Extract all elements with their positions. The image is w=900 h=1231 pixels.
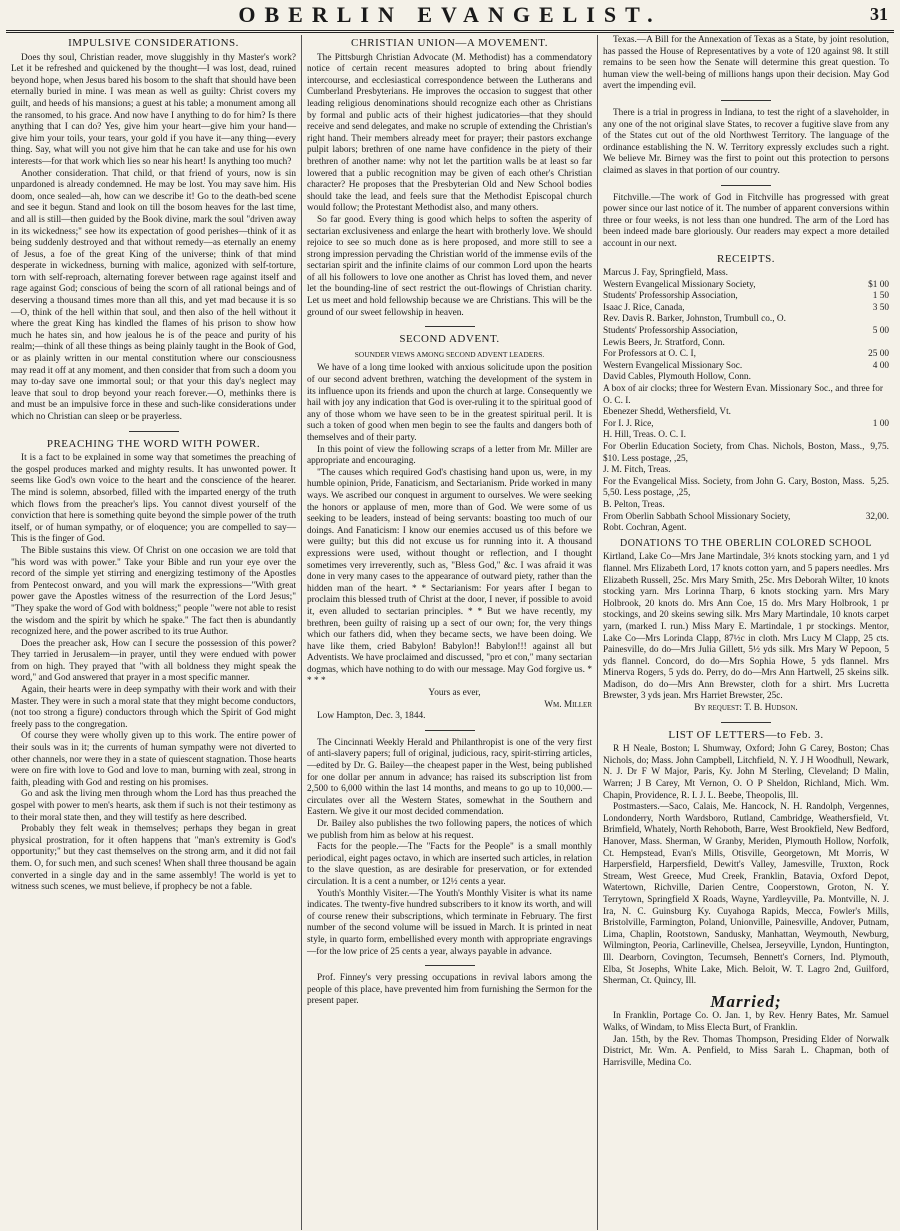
texas-notice: Texas.—A Bill for the Annexation of Texas as a State, by joint resolution, has passed the House of Representatives by a vote of 120 against 98. It still remains to be seen how the Senate will determine this great question. To human view the well-being of millions hangs upon their decision. May God avert the impending evil.: [603, 35, 889, 92]
divider: [721, 185, 771, 186]
receipt-text: For Oberlin Education Society, from Chas. Nichols, Boston, Mass., $10. Less postage, ,25,: [603, 442, 865, 464]
advent-signature: Wm. Miller: [544, 699, 592, 710]
preaching-paragraph-1: It is a fact to be explained in some way that sometimes the preaching of the gospel produces marked and mighty results. It has unwonted power. It seems like God's own voice to the heart and the conscience of the hearer. The mind is solemn, absorbed, filled with the imparted energy of the truth which flows from the preacher's lips. You cannot divest yourself of the conviction that here is something quite beyond the simple power of the truth itself, or of human sympathy, or of eloquence; you are compelled to say—This is the finger of God.: [11, 453, 296, 545]
receipt-line: [603, 384, 889, 407]
receipt-line: [603, 465, 889, 477]
masthead: [6, 0, 894, 33]
married-paragraph-1: In Franklin, Portage Co. O. Jan. 1, by Rev. Henry Bates, Mr. Samuel Walks, of Windam, to Miss Electa Burt, of Franklin.: [603, 1011, 889, 1033]
letters-postmasters: Postmasters.—Saco, Calais, Me. Hancock, N. H. Randolph, Vergennes, Londonderry, North Wardsboro, Rutland, Cambridge, Weathersfield, Vt. Brimfield, Whately, North Rehoboth, Barre, West Brookfield, New Bedford, Hanover, Mass. Sherman, W Granby, Meriden, Plymouth Hollow, Norfolk, Ct. Hempstead, Evan's Mills, Otisville, Georgetown, Mt Morris, W Harpersfield, Harpersfield, Dewitt's Valley, Jamesville, Truxton, Rock Stream, West Greece, Mud Creek, Franklin, Batavia, Oxford Depot, Watertown, Richville, Darien Centre, Cooperstown, Groton, N. Y. Terrytown, Springfield X Roads, Wayne, Yardleyville, Pa. Montville, N. J. Ira, N. C. Guinsburg Ky. Cuyahoga Rapids, Mecca, Fowler's Mills, Bristolville, Farmington, Poland, Unionville, Painesville, Andover, Putnam, Lima, Chaplin, Rootstown, Sandusky, Manhattan, Weymouth, Newburg, Wilmington, Peoria, Carlineville, Chelsea, Jerseyville, Lyndon, Huntington, Ill. Dearborn, Covington, Tecumseh, Bennett's Corners, Ind. Plymouth, Elba, St Josephs, White Lake, Mich. Beloit, W. T. Lagro 2nd, Guilford, Sherman, Ct. Quincy, Ill.: [603, 802, 889, 987]
receipt-line: [603, 372, 889, 384]
donations-body: Kirtland, Lake Co—Mrs Jane Martindale, 3½ knots stocking yarn, and 1 yd flannel. Mrs Elizabeth Lord, 17 knots cotton yarn, and 5 papers needles. Mrs Elizabeth Russell, 25c. Mrs Mary Smith, 25c. Mrs Deborah Wilter, 10 knots stocking yarn. Mrs Lorinna Tharp, 6 knots stocking yarn. Mrs Mary Holbrook, 20 knots do. Mrs Ann Coe, 15 do. Mrs Mary Holbrook, 1 pr stockings, and 20 skeins sewing silk. Mrs Mary Martindale, 10 knots carpet yarn, (marked I. run.) Miss Mary E. Martindale, 1 pr stockings. Mentor, Lake Co—Mrs Lorinda Clapp, 87½c in cloth. Mrs Lucy M Clapp, 25 cts. Painesville, do do—Mrs Julia Gillett, 5½ yds silk. Mrs Mary W Pepoon, 5 yds flannel. Concord, do do—Mrs Sophia Howe, 5 yds flannel. Mrs Minerva Rogers, 5 yds do. Perry, do do—Mrs Ann Hartwell, 25 skeins silk. Madison, do do—Mrs Ann Brewster, cloth for a shirt. Mrs Lucretta Brewster, 3 yds jean. Mrs Harriet Brewster, 25c.: [603, 552, 889, 702]
columns: [6, 35, 894, 1230]
receipt-amount: [883, 314, 889, 326]
column-left: [6, 35, 302, 1230]
receipt-text: Marcus J. Fay, Springfield, Mass.: [603, 268, 728, 279]
receipt-line: [603, 361, 889, 373]
advent-heading: SECOND ADVENT.: [399, 333, 500, 346]
receipt-line: [603, 523, 889, 535]
impulsive-paragraph-2: Another consideration. That child, or that friend of yours, now is sin unpardoned is already condemned. He may be lost. You may save him. His doom, once sealed—ah, how can we describe it! Go to the death-bed scene and see it begun. Stand and look on till the bosom heaves for the last time, and all is still—then guided by the Book divine, mark the soul "driven away in its wickedness;" see how its expectation of good perishes—think of it as being suddenly destroyed and that without remedy—as eternally an enemy of Jesus, a foe of the great King of the universe; think of that mind desperate in wickedness, burning with malice, agonized with self-torture, torn with self-reproach, alternating forever between rage against itself and rage against God; conscious of being the scorn of all rational beings and of deserving a thousand times more than all this, and yet mad because it is so—O, think of the hell within that soul, and then also of the hell without it where the great King has kindled the flames of his prison to show how much he hates sin, and how jealous he is of the peace and purity of his realm;—think of all these things as being plainly taught in the Book of God, or as plainly written in our mental constitution where our consciousness may read it off at any moment, and then consider that from such a doom you may to-day save one immortal soul; or that your this day's neglect may leave that soul to drop beyond your reach forever.—O, methinks there is and must be an impulsive force in these and such-like considerations under which no Christian can sleep or be prayerless.: [11, 168, 296, 422]
divider: [129, 431, 179, 432]
impulsive-paragraph-1: Does thy soul, Christian reader, move sluggishly in thy Master's work? Let it be refreshed and quickened by the thought—I was lost, dead, ruined beyond hope, when Jesus bared his bosom to the shaft that should have been eternally buried in mine. I was mean as well as guilty: Christ covers my guilt, and heeds of his mansions; a guest at his table; a monument among all the ransomed, to his grace. And now have I anything to do for him? Is there anything that I can do? Yes, give him your heart—give him your hand—give him your toils, your tears, your gold if you have it—any thing—every thing. Say, what will you not give him that he can take and use for his own interests—for that work which lies so near his heart! Is anything too much?: [11, 52, 296, 167]
advent-subheading: SOUNDER VIEWS AMONG SECOND ADVENT LEADERS.: [354, 349, 545, 359]
receipt-amount: 25 00: [868, 349, 889, 360]
column-middle: [302, 35, 598, 1230]
receipt-text: H. Hill, Treas. O. C. I.: [603, 430, 686, 441]
union-heading: CHRISTIAN UNION—A MOVEMENT.: [351, 37, 548, 49]
divider: [425, 326, 475, 327]
receipt-line: [603, 407, 889, 419]
divider: [425, 965, 475, 966]
impulsive-heading: IMPULSIVE CONSIDERATIONS.: [68, 37, 239, 49]
receipt-amount: [883, 465, 889, 477]
receipt-text: Students' Professorship Association,: [603, 291, 738, 302]
receipt-line: [603, 338, 889, 350]
preaching-paragraph-5: Of course they were wholly given up to this work. The entire power of their souls was in it; the currents of human sympathy were not diverted to other channels, nor were they in a state of quiescent stagnation. Those hearts were on fire with love to God and love to man, burning with zeal, strong in faith, pleading with God and resting on his promises.: [11, 731, 296, 788]
receipt-text: A box of air clocks; three for Western Evan. Missionary Soc., and three for O. C. I.: [603, 384, 883, 406]
receipt-text: J. M. Fitch, Treas.: [603, 465, 671, 476]
divider: [721, 722, 771, 723]
receipt-line: [603, 477, 889, 500]
preaching-paragraph-7: Probably they felt weak in themselves; perhaps they began in great physical prostration, for it often happens that "man's extremity is God's opportunity;" but they cast themselves on the strong arm, and it did not fail them. O, for such men, and such scenes! When shall three thousand be again converted in a single day and in the same assembly! The world is yet to witness such scenes, we must believe, if prophecy be not a fable.: [11, 824, 296, 893]
trial-notice: There is a trial in progress in Indiana, to test the right of a slaveholder, in any one of the not original slave States, to recover a fugitive slave from any of the States cut out of the old Northwest Territory. The language of the ordinance establishing the N. W. Territory expressly excludes such a right. We believe Mr. Birney was the first to point out this protection to persons claimed as slaves in that portion of our country.: [603, 107, 889, 176]
receipts-list: [603, 268, 889, 535]
receipt-amount: 9,75.: [870, 442, 889, 452]
preaching-paragraph-4: Again, their hearts were in deep sympathy with their work and with their Master. They were in such a moral state that they might become conductors, (not too strong a figure) conductors through which the Spirit of God might freely pass to the congregation.: [11, 685, 296, 730]
receipt-amount: [883, 523, 889, 535]
receipt-text: B. Pelton, Treas.: [603, 499, 665, 510]
letters-heading: LIST OF LETTERS—to Feb. 3.: [668, 728, 824, 741]
masthead-title: OBERLIN EVANGELIST.: [238, 2, 662, 27]
receipt-line: [603, 512, 889, 524]
receipt-line: [603, 349, 889, 361]
herald-paragraph-2: Dr. Bailey also publishes the two following papers, the notices of which we publish from him as below at his request.: [307, 819, 592, 841]
letters-body: R H Neale, Boston; L Shumway, Oxford; John G Carey, Boston; Chas Nichols, do; Mass. John Campbell, Litchfield, N. Y. J H Woodhull, Newark, N. J. Dr F W Major, Paris, Ky. John M Sterling, Cleveland; D Malin, Warren; J B Carey, Mt Vernon, O. O P Sheldon, Richland, Mich. Wm. Chapin, Providence, R. I. J. L. Beebe, Theopolis, Ill.: [603, 744, 889, 801]
divider: [425, 730, 475, 731]
receipt-amount: [883, 372, 889, 384]
advent-quote: "The causes which required God's chastising hand upon us, were, in my humble opinion, Pride, Fanaticism, and Sectarianism. Pride worked in many ways. We ascribed our conquest in argument to ourselves. We were seeking the honors or applause of men, more than of God. We were some of us seeking to be leaders, instead of being servants: boasting too much of our doings. And Fanaticism: I know our enemies accused us of this before we were guilty; but this did not excuse us for running into it. A thousand expressions were used, without thought or reflection, and I thought sometimes very irreverently, such as, "Bless God," &c. I was afraid it was done in very many cases to the appearance of outward piety, rather than the hidden man of the heart. * * Sectarianism: For years after I began to proclaim this blessed truth of Christ at the door, I never, if possible to avoid it, even alluded to sectarian principles. * * But we have recently, my brethren, been guilty of raising up a sect of our own; for, the very things which our fathers did, when they became sects, we have been doing. We have like them, cried Babylon! Babylon!! Babylon!!! against all but Adventists. We have proclaimed and discussed, "pro et con," many sectarian dogmas, which have nothing to do with our message. May God forgive us. * * * *: [307, 467, 592, 687]
married-paragraph-2: Jan. 15th, by the Rev. Thomas Thompson, Presiding Elder of Norwalk District, Mr. Wm. A. Penfield, to Miss Sarah L. Chapman, both of Harrisville, Medina Co.: [603, 1034, 889, 1068]
receipt-amount: 5,25.: [870, 476, 889, 487]
married-heading: Married;: [710, 991, 782, 1011]
receipt-line: [603, 280, 889, 292]
receipt-amount: $1 00: [868, 279, 889, 290]
receipt-amount: 4 00: [872, 360, 889, 371]
receipt-amount: [883, 268, 889, 280]
advent-paragraph-2: In this point of view the following scraps of a letter from Mr. Miller are appropriate and encouraging.: [307, 444, 592, 467]
preaching-paragraph-6: Go and ask the living men through whom the Lord has thus preached the gospel with power to men's hearts, ask them if such is not their testimony as to their moral state then, and they will testify as here described.: [11, 789, 296, 823]
receipt-line: [603, 500, 889, 512]
receipt-amount: [883, 338, 889, 350]
receipt-amount: 3 50: [872, 302, 889, 313]
advent-closing: Yours as ever,: [428, 688, 481, 699]
receipt-text: For I. J. Rice,: [603, 418, 654, 429]
receipt-amount: [883, 384, 889, 407]
herald-paragraph-4: Youth's Monthly Visiter.—The Youth's Monthly Visiter is what its name indicates. The twenty-five hundred subscribers to it know its worth, and will of course renew their subscriptions, which terminate in February. The first number of the second volume will be issued in March. It is printed in neat style, in quarto form, embellished every month with appropriate engravings—for the low price of 25 cents a year, always payable in advance.: [307, 888, 592, 957]
donations-signature: By request: T. B. Hudson.: [694, 703, 798, 714]
receipt-line: [603, 314, 889, 326]
advent-paragraph-1: We have of a long time looked with anxious solicitude upon the position of our second advent brethren, watching the development of the system in its influence upon its friends and upon the church at large. Consequently we hail with joy any indication that God is over-ruling it to the spiritual good of any of those whom we have seen to be in the greatest spiritual peril. It is such a token of good when men begin to see the faults and dangers both of themselves and of their party.: [307, 363, 592, 443]
receipt-text: From Oberlin Sabbath School Missionary Society,: [603, 511, 791, 522]
receipt-line: [603, 268, 889, 280]
union-paragraph-2: So far good. Every thing is good which helps to soften the asperity of sectarian exclusiveness and enlarge the heart with brotherly love. We should rejoice to see so much done as is here proposed, and more still to see a strong impression pervading the Christian world of the immense evils of the sectarian spirit and the infinite claims of our common Lord upon the hearts of all his followers to love one another as Christ has loved them, and never let the bounding-line of sect restrict the out-flowings of Christian charity. Let us meet and hold fellowship because we are Christians. This will be the ground of our sweet fellowship in heaven.: [307, 214, 592, 318]
receipt-text: Robt. Cochran, Agent.: [603, 523, 687, 534]
column-right: [598, 35, 894, 1230]
receipt-text: David Cables, Plymouth Hollow, Conn.: [603, 372, 751, 383]
receipt-text: Rev. Davis R. Barker, Johnston, Trumbull co., O.: [603, 314, 786, 325]
preaching-paragraph-2: The Bible sustains this view. Of Christ on one occasion we are told that "his word was with power." Take your Bible and run your eye over the record of the simple yet stirring and energizing testimony of the Apostles from Pentecost onward, and you will mark the expressions—"With great power gave the Apostles witness of the resurrection of the Lord Jesus;" "They spake the word of God with boldness;" people "were not able to resist the wisdom and the spirit by which he spake." The fact then is abundantly recognized here, and the power ascribed to its true Author.: [11, 545, 296, 638]
receipt-line: [603, 291, 889, 303]
receipt-amount: [883, 407, 889, 419]
receipt-line: [603, 419, 889, 431]
herald-paragraph-1: The Cincinnati Weekly Herald and Philanthropist is one of the very first of anti-slavery papers; full of original, judicious, racy, spirit-stirring articles,—edited by Dr. G. Bailey—the cheapest paper in the West, being published for one dollar per annum in advance; has raised its subscription list from 2,500 to 6,000 within the last 14 months, and means to go up to 10,000.—circulates over all the Western States, somewhat in the Southern and Eastern. We give it our most decided commendation.: [307, 737, 592, 818]
receipt-text: Isaac J. Rice, Canada,: [603, 302, 685, 313]
preaching-heading: PREACHING THE WORD WITH POWER.: [46, 437, 261, 450]
receipt-text: Western Evangelical Missionary Society,: [603, 279, 756, 290]
finney-notice: Prof. Finney's very pressing occupations in revival labors among the people of this place, have prevented him from furnishing the Sermon for the present paper.: [307, 973, 592, 1007]
receipt-amount: 5 00: [872, 326, 889, 337]
union-paragraph-1: The Pittsburgh Christian Advocate (M. Methodist) has a commendatory notice of certain recent measures adopted to bring about friendly intercourse, and ecclesiastical correspondence between the Lutherans and Cumberland Presbyterians. He improves the occasion to suggest that other leading religious denominations should recognize each other as Christians by formal and public acts of their highest judicatories—that they should receive and send delegates, and make no scruple of extending the Christian's right hand. Their members already meet for prayer; their pastors exchange pulpit labors; brethren of one name have confidence in the piety of their brethren of another name: why not let the partition walls be at least so far lowered that a public recognition may be given of each other's Christian character? He proposes that the Presbyterian Old and New School bodies should take the lead, and feels sure that the Methodist Episcopal church would follow; the Protestant Methodist also, and many others.: [307, 52, 592, 214]
receipt-amount: [883, 430, 889, 442]
donations-heading: DONATIONS TO THE OBERLIN COLORED SCHOOL: [619, 537, 872, 549]
receipt-amount: [883, 500, 889, 512]
receipts-heading: RECEIPTS.: [717, 252, 775, 265]
receipt-text: For Professors at O. C. I,: [603, 349, 696, 360]
receipt-line: [603, 430, 889, 442]
receipt-line: [603, 326, 889, 338]
herald-paragraph-3: Facts for the people.—The "Facts for the People" is a small monthly periodical, eight pages octavo, in which are inserted such articles, in relation to the slave question, as are desirable for preservation, or for extended circulation. It is a cent a number, or 12½ cents a year.: [307, 842, 592, 887]
receipt-text: Students' Professorship Association,: [603, 326, 738, 337]
receipt-line: [603, 442, 889, 465]
receipt-text: For the Evangelical Miss. Society, from John G. Cary, Boston, Mass. 5,50. Less postage, ,25,: [603, 476, 865, 499]
receipt-text: Lewis Beers, Jr. Stratford, Conn.: [603, 337, 725, 348]
receipt-amount: 1 00: [872, 418, 889, 429]
receipt-text: Ebenezer Shedd, Wethersfield, Vt.: [603, 407, 731, 418]
advent-dateline: Low Hampton, Dec. 3, 1844.: [317, 711, 426, 722]
divider: [721, 100, 771, 101]
receipt-amount: 1 50: [872, 291, 889, 302]
receipt-text: Western Evangelical Missionary Soc.: [603, 360, 743, 371]
page-number: 31: [870, 4, 888, 24]
receipt-amount: 32,00.: [865, 511, 889, 522]
receipt-line: [603, 303, 889, 315]
preaching-paragraph-3: Does the preacher ask, How can I secure the possession of this power? They tarried in Jerusalem—in prayer, until they were endued with power from on high. They prayed that "with all boldness they might speak the word," and God answered that prayer in a most specific manner.: [11, 638, 296, 684]
fitchville-notice: Fitchville.—The work of God in Fitchville has progressed with great power since our last notice of it. The number of apparent conversions within three or four weeks, is not less than one hundred. The arm of the Lord has been indeed made bare gloriously. Our readers may expect a more detailed account in our next.: [603, 192, 889, 249]
